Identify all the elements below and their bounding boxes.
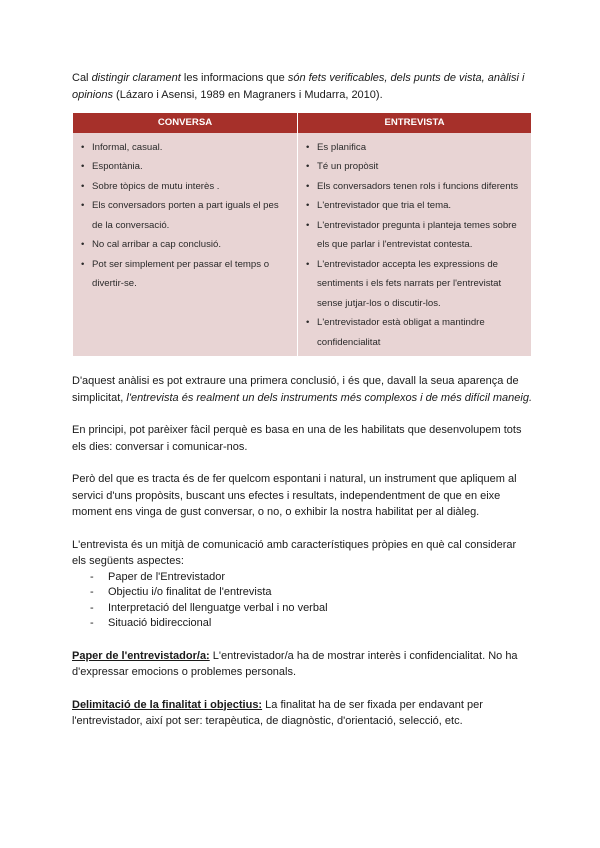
conclusion-text: D'aquest anàlisi es pot extraure una primera conclusió, i és que, davall la seua aparença de simplicitat, <box>72 375 519 404</box>
conversa-list <box>79 138 291 294</box>
interviewer-role-heading: Paper de l'entrevistador/a: <box>72 649 210 662</box>
intro-text-1: Cal <box>72 72 92 84</box>
list-item: • Té un propòsit <box>304 157 525 177</box>
purpose-paragraph: Però del que es tracta és de fer quelcom espontani i natural, un instrument que apliquem al servici d'uns propòsits, buscant uns efectes i resultats, independentment de que en eixe moment ens vinga de gust conversar, o no, o exhibir la nostra habilitat per al diàleg. <box>72 473 517 518</box>
aspects-intro-paragraph: L'entrevista és un mitjà de comunicació amb característiques pròpies en què cal considerar els següents aspectes: <box>72 538 517 567</box>
interviewer-role-text: L'entrevistador/a ha de mostrar interès i confidencialitat. No ha d'expressar emocions o problemes personals. <box>72 649 518 678</box>
entrevista-list <box>304 138 525 353</box>
list-item: - Interpretació del llenguatge verbal i no verbal <box>88 601 532 617</box>
list-item: • L'entrevistador que tria el tema. <box>304 196 525 216</box>
list-item: • Els conversadors tenen rols i funcions diferents <box>304 177 525 197</box>
aspects-list <box>72 570 532 632</box>
list-item: • L'entrevistador està obligat a mantindre confidencialitat <box>304 313 525 352</box>
header-entrevista: ENTREVISTA <box>298 113 532 133</box>
list-item: • Els conversadors porten a part iguals el pes de la conversació. <box>79 196 291 235</box>
comparison-table <box>73 113 531 356</box>
conclusion-emphasis: l'entrevista és realment un dels instruments més complexos i de més difícil maneig. <box>126 391 533 404</box>
list-item: • L'entrevistador pregunta i planteja temes sobre els que parlar i l'entrevistat contesta. <box>304 216 525 255</box>
objectives-paragraph <box>72 697 532 730</box>
list-item: • L'entrevistador accepta les expressions de sentiments i els fets narrats per l'entrevistat sense jutjar-los o discutir-los. <box>304 255 525 314</box>
header-conversa: CONVERSA <box>73 113 298 133</box>
principle-paragraph: En principi, pot parèixer fàcil perquè es basa en una de les habilitats que desenvolupem tots els dies: conversar i comunicar-nos. <box>72 424 522 453</box>
intro-emphasis-2: són fets verificables, dels punts de vista, anàlisi i opinions <box>72 72 525 101</box>
objectives-text: La finalitat ha de ser fixada per endavant per l'entrevistador, així pot ser: terapèutica, de diagnòstic, d'orientació, selecció, etc. <box>72 698 483 727</box>
list-item: • Informal, casual. <box>79 138 291 158</box>
document-page <box>72 70 532 730</box>
list-item: • Es planifica <box>304 138 525 158</box>
list-item: - Situació bidireccional <box>88 616 532 632</box>
list-item: • No cal arribar a cap conclusió. <box>79 235 291 255</box>
entrevista-cell <box>298 133 532 357</box>
list-item: - Paper de l'Entrevistador <box>88 570 532 586</box>
intro-text-2: les informacions que <box>180 72 288 84</box>
list-item: • Pot ser simplement per passar el temps o divertir-se. <box>79 255 291 294</box>
intro-emphasis-1: distingir clarament <box>91 72 181 84</box>
list-item: • Espontània. <box>79 157 291 177</box>
conclusion-paragraph <box>72 373 532 406</box>
list-item: • Sobre tòpics de mutu interès . <box>79 177 291 197</box>
interviewer-role-paragraph <box>72 648 532 681</box>
list-item: - Objectiu i/o finalitat de l'entrevista <box>88 585 532 601</box>
intro-text-3: (Lázaro i Asensi, 1989 en Magraners i Mudarra, 2010). <box>112 88 383 101</box>
conversa-cell <box>73 133 298 357</box>
intro-paragraph <box>72 70 532 103</box>
objectives-heading: Delimitació de la finalitat i objectius: <box>72 698 263 711</box>
